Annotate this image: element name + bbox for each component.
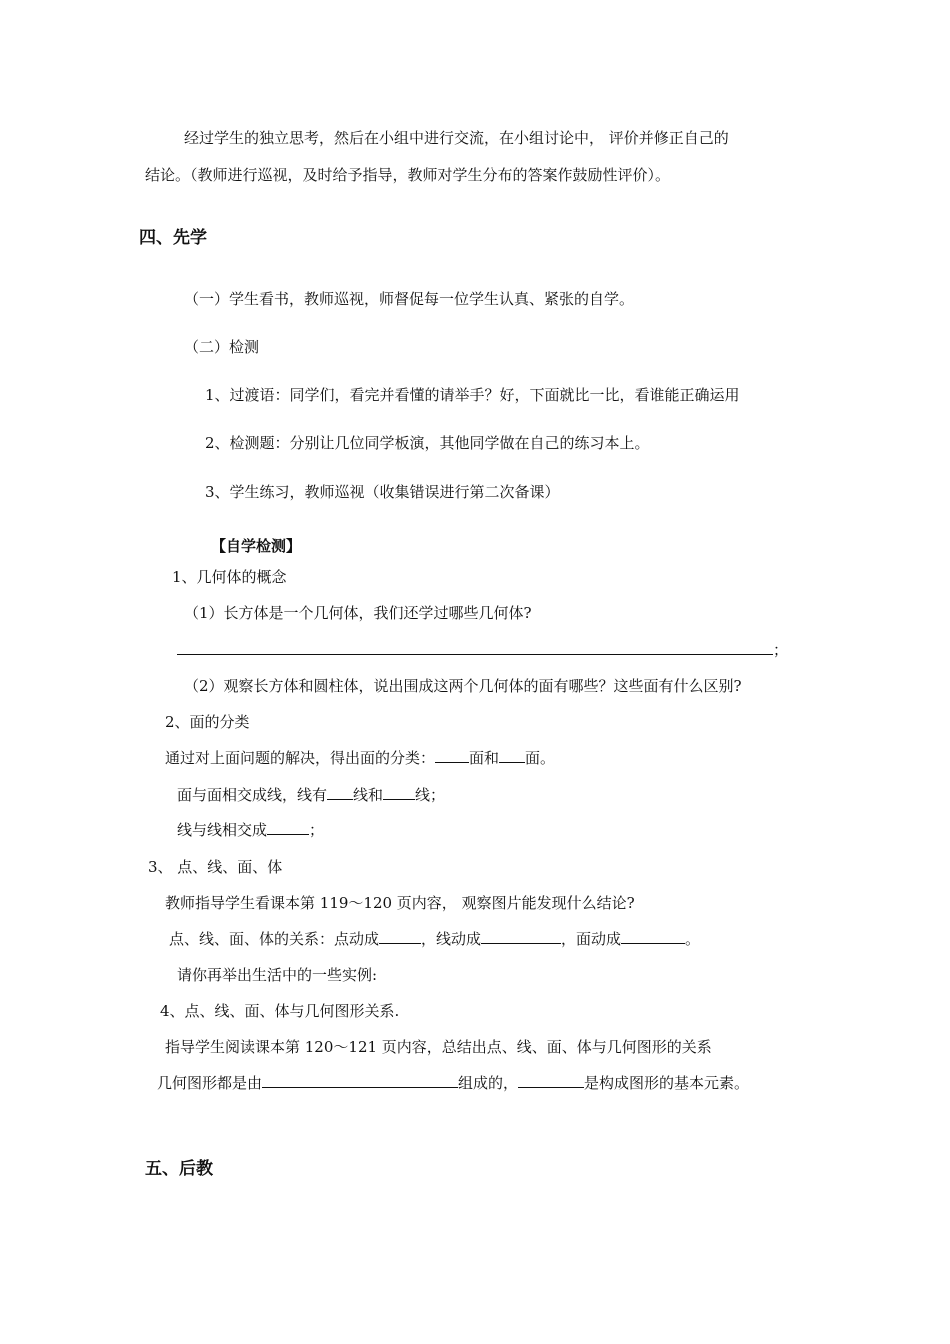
section-4-heading: 四、先学 xyxy=(139,228,207,248)
q2-a-end: 面。 xyxy=(525,749,556,767)
q2-title: 2、面的分类 xyxy=(165,713,250,731)
blank-8 xyxy=(621,929,685,944)
q1-1: （1）长方体是一个几何体，我们还学过哪些几何体? xyxy=(184,604,532,622)
section-5-heading: 五、后教 xyxy=(145,1159,213,1179)
intro-line-1: 经过学生的独立思考，然后在小组中进行交流，在小组讨论中， 评价并修正自己的 xyxy=(184,129,729,147)
q4-a: 指导学生阅读课本第 120～121 页内容，总结出点、线、面、体与几何图形的关系 xyxy=(165,1038,712,1056)
q3-a: 教师指导学生看课本第 119～120 页内容， 观察图片能发现什么结论? xyxy=(165,894,635,912)
answer-line-end: ； xyxy=(773,641,789,659)
q1-1-answer-line xyxy=(177,640,788,660)
self-test-title: 【自学检测】 xyxy=(211,537,302,555)
blank-10 xyxy=(518,1073,584,1088)
blank-4 xyxy=(383,785,415,800)
section-4-item-1: （一）学生看书，教师巡视，师督促每一位学生认真、紧张的自学。 xyxy=(184,290,635,308)
q3-b-end: 。 xyxy=(685,930,701,948)
q2-b xyxy=(177,785,445,805)
section-4-sub-2: 2、检测题：分别让几位同学板演，其他同学做在自己的练习本上。 xyxy=(205,434,650,452)
q2-a xyxy=(165,748,555,768)
q2-a-middle: 面和 xyxy=(469,749,500,767)
q3-c: 请你再举出生活中的一些实例: xyxy=(177,966,378,984)
q3-b-middle-2: ，面动成 xyxy=(561,930,622,948)
q4-b-middle: 组成的， xyxy=(458,1074,519,1092)
q2-c-prefix: 线与线相交成 xyxy=(177,821,268,839)
blank-1 xyxy=(435,748,469,763)
blank-3 xyxy=(327,785,353,800)
q1-title: 1、几何体的概念 xyxy=(172,568,287,586)
q3-b xyxy=(169,929,700,949)
blank-7 xyxy=(481,929,561,944)
q3-title: 3、 点、线、面、体 xyxy=(148,858,283,876)
blank-5 xyxy=(267,820,309,835)
q2-b-end: 线； xyxy=(415,786,446,804)
q4-b-prefix: 几何图形都是由 xyxy=(157,1074,263,1092)
q3-b-middle-1: ，线动成 xyxy=(421,930,482,948)
q4-b-end: 是构成图形的基本元素。 xyxy=(584,1074,750,1092)
section-4-item-2: （二）检测 xyxy=(184,338,260,356)
section-4-sub-1: 1、过渡语：同学们，看完并看懂的请举手？好，下面就比一比，看谁能正确运用 xyxy=(205,386,740,404)
q2-b-prefix: 面与面相交成线，线有 xyxy=(177,786,328,804)
q4-title: 4、点、线、面、体与几何图形关系. xyxy=(160,1002,400,1020)
section-4-sub-3: 3、学生练习，教师巡视（收集错误进行第二次备课） xyxy=(205,483,560,501)
q2-c xyxy=(177,820,324,840)
q2-a-prefix: 通过对上面问题的解决，得出面的分类： xyxy=(165,749,436,767)
blank-9 xyxy=(262,1073,458,1088)
q2-c-end: ； xyxy=(309,821,325,839)
blank-2 xyxy=(499,748,525,763)
answer-blank xyxy=(177,640,773,655)
q2-b-middle: 线和 xyxy=(353,786,384,804)
blank-6 xyxy=(379,929,421,944)
intro-line-2: 结论。（教师进行巡视，及时给予指导，教师对学生分布的答案作鼓励性评价）。 xyxy=(145,166,671,184)
q4-b xyxy=(157,1073,749,1093)
q3-b-prefix: 点、线、面、体的关系：点动成 xyxy=(169,930,380,948)
q1-2: （2）观察长方体和圆柱体，说出围成这两个几何体的面有哪些？这些面有什么区别? xyxy=(184,677,742,695)
